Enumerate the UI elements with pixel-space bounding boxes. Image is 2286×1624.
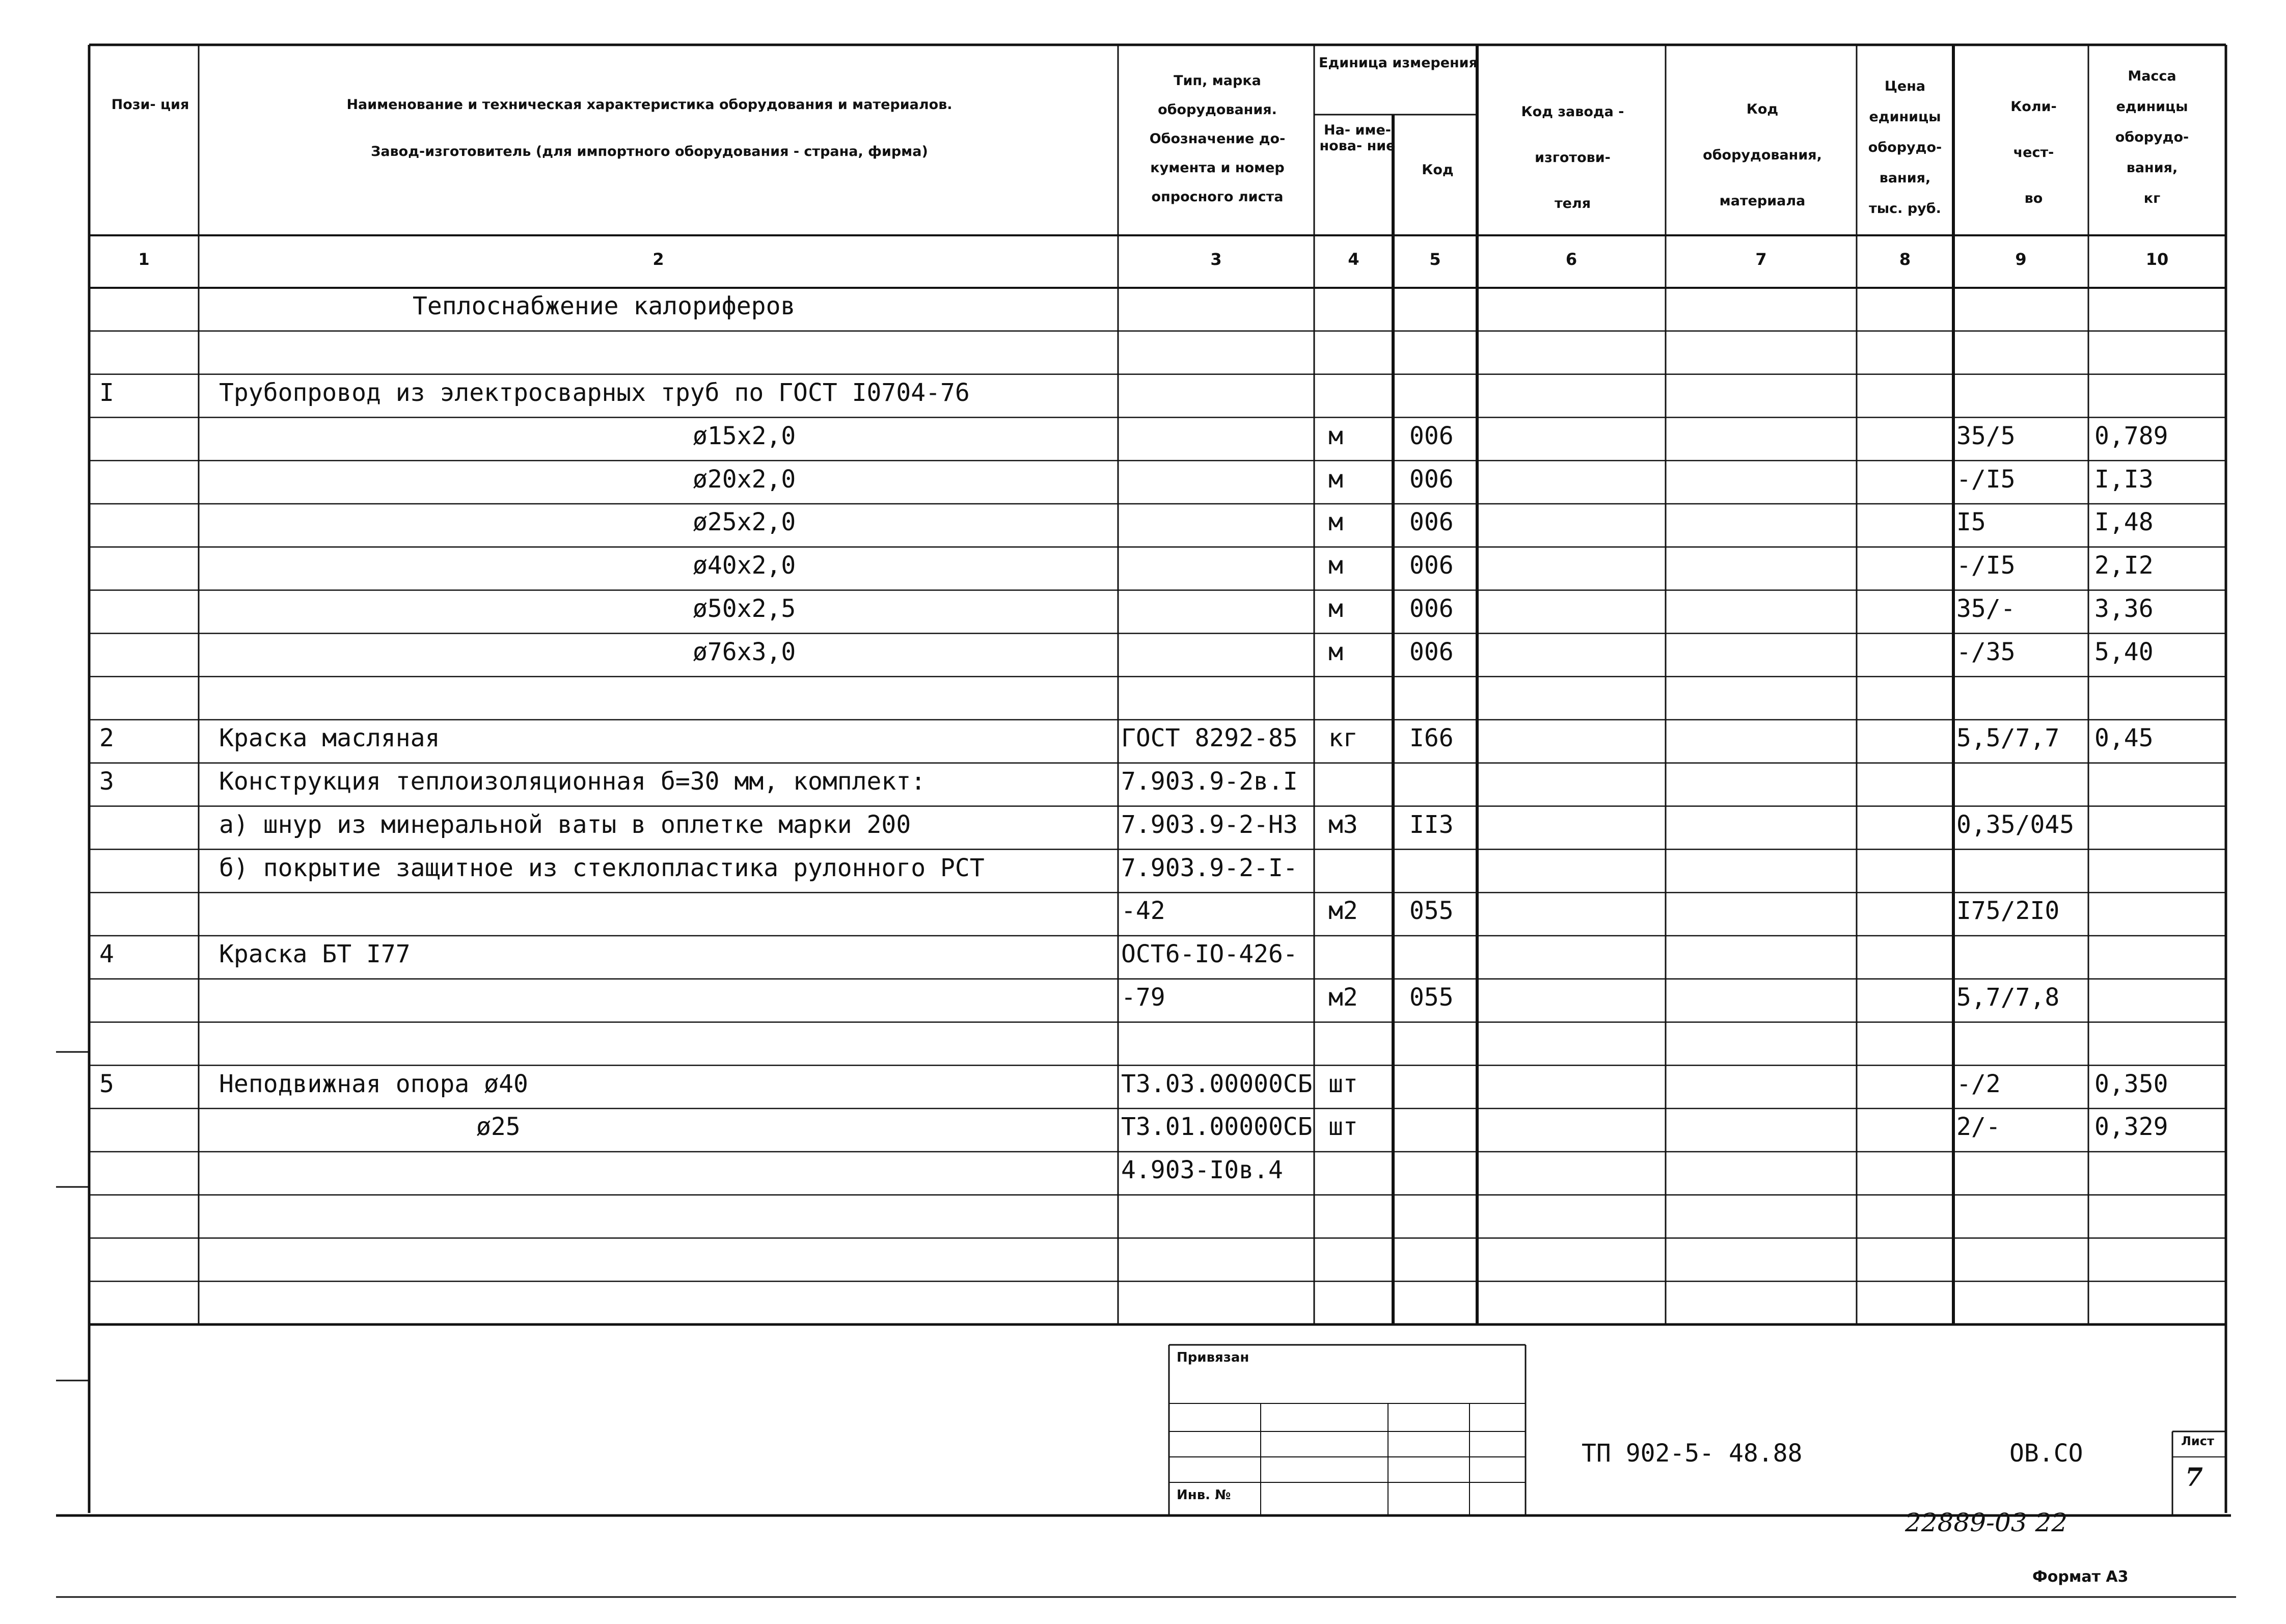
position-cell: 5 [99,1069,114,1098]
name-cell: Краска БТ I77 [219,940,411,969]
unit-cell: м3 [1328,810,1358,839]
column-number: 6 [1565,250,1577,269]
col8hdr-line: Цена [1884,78,1926,94]
type-cell: 4.903-I0в.4 [1121,1156,1283,1185]
col8hdr-line: единицы [1869,109,1941,125]
quantity-cell: I5 [1956,508,1986,537]
quantity-cell: 2/- [1956,1113,2001,1142]
col9hdr-line: чест- [2013,145,2054,160]
name-cell: ø40x2,0 [693,551,796,580]
code-cell: I66 [1409,724,1454,753]
mass-cell: 0,329 [2094,1113,2168,1142]
sheet-number: 7 [2185,1462,2203,1492]
col10hdr-line: кг [2143,191,2161,206]
code-cell: 006 [1409,637,1454,666]
type-cell: 7.903.9-2в.I [1121,767,1298,796]
type-cell: 7.903.9-2-НЗ [1121,810,1298,839]
header-col3 [1123,66,1312,211]
sheet-label: Лист [2181,1434,2214,1448]
col10hdr-line: оборудо- [2115,129,2189,145]
quantity-cell: 5,7/7,8 [1956,983,2060,1012]
unit-cell: м [1328,421,1343,450]
col10hdr-line: вания, [2126,160,2178,176]
position-cell: 3 [99,767,114,796]
name-cell: б) покрытие защитное из стеклопластика рулонного РСТ [219,853,985,882]
type-cell: -42 [1121,897,1165,926]
code-cell: II3 [1409,810,1454,839]
code-cell: 006 [1409,465,1454,494]
column-number: 2 [652,250,664,269]
header-col8 [1859,71,1951,224]
document-code: ТП 902-5- 48.88 [1582,1439,1803,1468]
col3hdr-line: кумента и номер [1150,160,1285,176]
quantity-cell: 0,35/045 [1956,810,2075,839]
unit-cell: м [1328,594,1343,623]
unit-cell: шт [1328,1069,1358,1098]
col10hdr-line: Масса [2128,68,2176,84]
mass-cell: I,48 [2094,508,2154,537]
stamp-privyazan: Привязан [1177,1350,1249,1365]
stamp-inv: Инв. № [1177,1487,1231,1503]
code-cell: 006 [1409,594,1454,623]
name-cell: Неподвижная опора ø40 [219,1069,528,1098]
name-cell: ø20x2,0 [693,465,796,494]
col7hdr-line: оборудования, [1703,147,1822,163]
quantity-cell: -/2 [1956,1069,2001,1098]
name-cell: ø25x2,0 [693,508,796,537]
column-number: 10 [2145,250,2169,269]
header-col10 [2088,61,2216,214]
col3hdr-line: опросного листа [1151,189,1284,205]
quantity-cell: I75/2I0 [1956,897,2060,926]
unit-cell: м2 [1328,897,1358,926]
unit-cell: м [1328,508,1343,537]
mass-cell: 0,350 [2094,1069,2168,1098]
unit-cell: м2 [1328,983,1358,1012]
quantity-cell: 35/- [1956,594,2016,623]
col6hdr-line: Код завода - [1521,104,1624,120]
unit-cell: кг [1328,724,1358,753]
quantity-cell: -/I5 [1956,465,2016,494]
col3hdr-line: Тип, марка [1174,73,1261,89]
col6hdr-line: теля [1554,196,1591,211]
name-cell: ø50x2,5 [693,594,796,623]
unit-cell: м [1328,637,1343,666]
type-cell: -79 [1121,983,1165,1012]
column-number: 5 [1429,250,1441,269]
position-cell: I [99,378,114,407]
position-cell: 2 [99,724,114,753]
code-cell: 055 [1409,983,1454,1012]
header-col1: Пози- ция [111,97,189,113]
format-label: Формат А3 [2032,1568,2129,1586]
name-cell: ø15x2,0 [693,421,796,450]
name-cell: ø25 [476,1113,521,1142]
mass-cell: 0,45 [2094,724,2154,753]
header-col5: Код [1422,162,1454,178]
code-cell: 006 [1409,508,1454,537]
name-cell: Трубопровод из электросварных труб по ГОСТ I0704-76 [219,378,970,407]
quantity-cell: -/35 [1956,637,2016,666]
type-cell: Т3.03.00000СБ [1121,1069,1313,1098]
name-cell: ø76x3,0 [693,637,796,666]
col9hdr-line: во [2024,191,2043,206]
column-number: 3 [1210,250,1222,269]
position-cell: 4 [99,940,114,969]
col3hdr-line: Обозначение до- [1149,131,1286,147]
unit-cell: м [1328,551,1343,580]
header-col9 [1981,84,2086,222]
unit-cell: шт [1328,1113,1358,1142]
col8hdr-line: оборудо- [1868,140,1942,155]
mass-cell: 3,36 [2094,594,2154,623]
col10hdr-line: единицы [2116,99,2188,115]
document-section: ОВ.СО [2009,1439,2083,1468]
mass-cell: I,I3 [2094,465,2154,494]
quantity-cell: 35/5 [1956,421,2016,450]
column-number: 8 [1899,250,1911,269]
header-col2-line2: Завод-изготовитель (для импортного оборудования - страна, фирма) [371,144,928,159]
header-col2-line1: Наименование и техническая характеристика оборудования и материалов. [346,97,953,113]
type-cell: ОСТ6-IO-426- [1121,940,1298,969]
code-cell: 055 [1409,897,1454,926]
col8hdr-line: тыс. руб. [1869,201,1941,216]
col8hdr-line: вания, [1879,170,1931,186]
name-cell: Теплоснабжение калориферов [413,292,796,321]
type-cell: Т3.01.00000СБ [1121,1113,1313,1142]
column-number: 9 [2015,250,2027,269]
code-cell: 006 [1409,551,1454,580]
header-unit-group: Единица измерения [1319,55,1478,71]
col6hdr-line: изготови- [1535,150,1611,166]
col7hdr-line: материала [1719,193,1806,209]
name-cell: Краска масляная [219,724,440,753]
col3hdr-line: оборудования. [1158,102,1277,118]
archive-number: 22889-03 22 [1905,1508,2068,1537]
type-cell: ГОСТ 8292-85 [1121,724,1298,753]
quantity-cell: -/I5 [1956,551,2016,580]
unit-cell: м [1328,465,1343,494]
column-number: 1 [138,250,150,269]
mass-cell: 0,789 [2094,421,2168,450]
name-cell: а) шнур из минеральной ваты в оплетке марки 200 [219,810,911,839]
name-cell: Конструкция теплоизоляционная б=30 мм, комплект: [219,767,926,796]
type-cell: 7.903.9-2-I- [1121,853,1298,882]
mass-cell: 5,40 [2094,637,2154,666]
header-col4: На- име- нова- ние [1319,122,1396,154]
col9hdr-line: Коли- [2010,99,2057,115]
column-number: 7 [1755,250,1767,269]
code-cell: 006 [1409,421,1454,450]
quantity-cell: 5,5/7,7 [1956,724,2060,753]
col7hdr-line: Код [1746,101,1779,117]
column-number: 4 [1348,250,1359,269]
header-col7 [1668,87,1857,224]
header-col6 [1480,89,1666,227]
mass-cell: 2,I2 [2094,551,2154,580]
